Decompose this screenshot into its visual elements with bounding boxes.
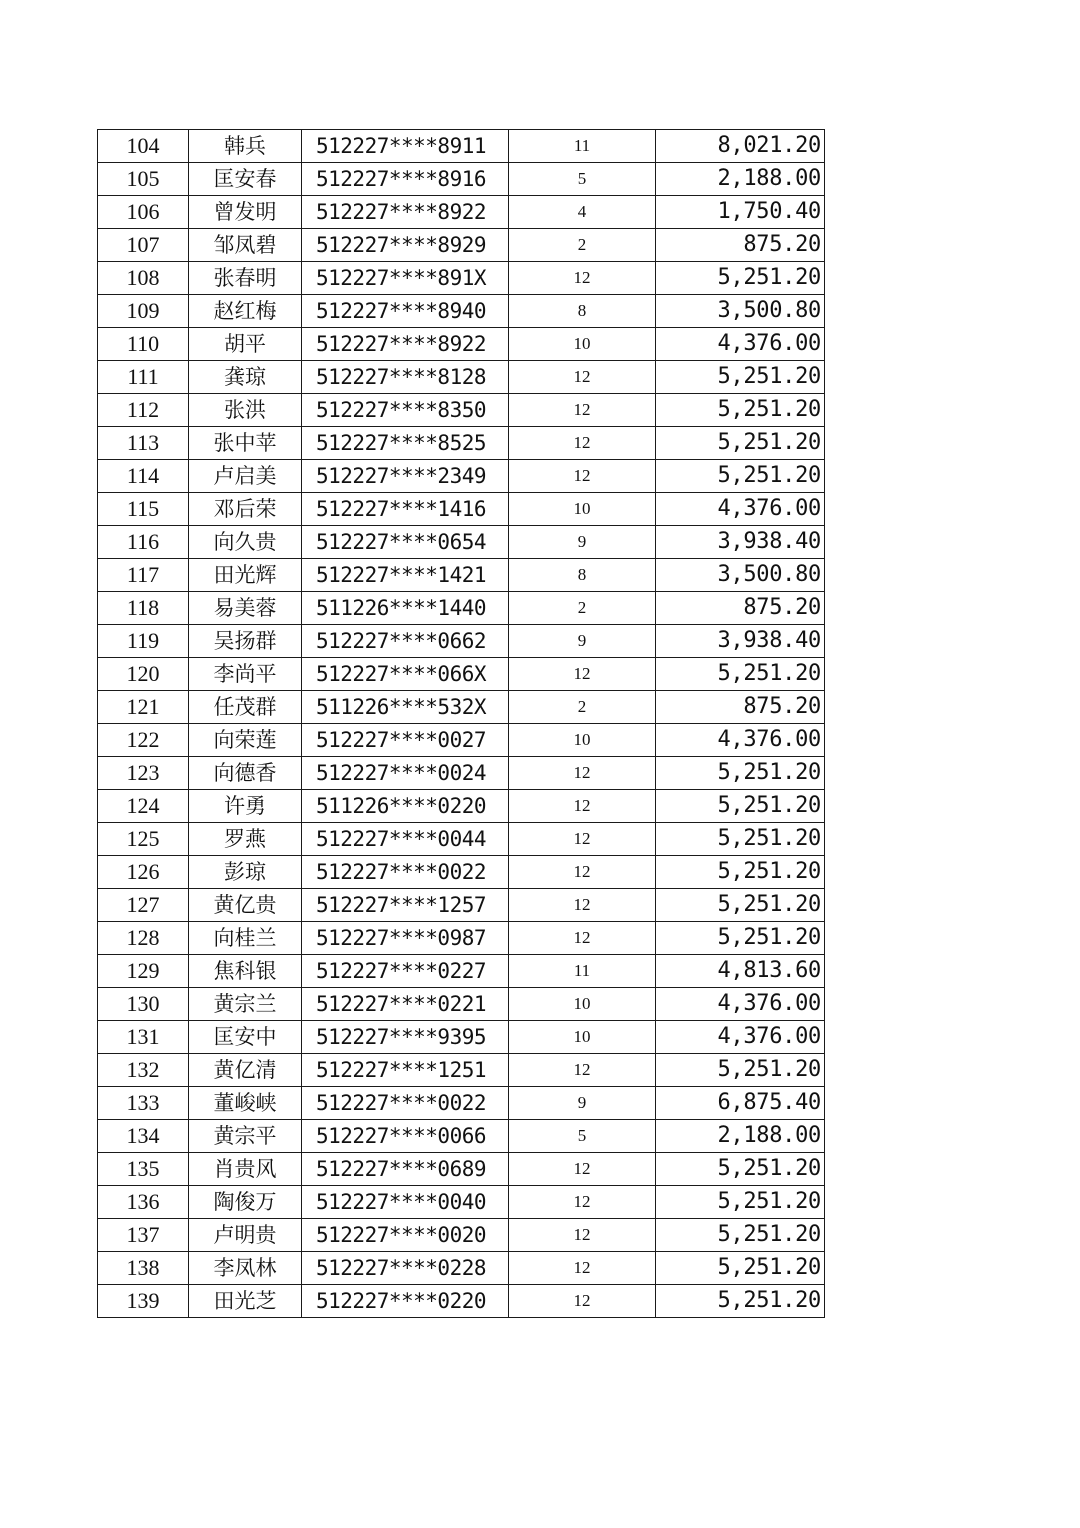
id-number-cell: 512227****8911 (302, 130, 509, 163)
id-number-cell: 512227****8916 (302, 163, 509, 196)
row-number-cell: 120 (98, 658, 189, 691)
amount-cell: 3,500.80 (656, 559, 825, 592)
table-row (98, 691, 825, 724)
row-number-cell: 130 (98, 988, 189, 1021)
months-cell: 12 (509, 1186, 656, 1219)
id-number-cell: 512227****0044 (302, 823, 509, 856)
months-cell: 5 (509, 163, 656, 196)
table-row (98, 1153, 825, 1186)
table-row (98, 790, 825, 823)
months-cell: 9 (509, 1087, 656, 1120)
id-number-cell: 512227****8350 (302, 394, 509, 427)
name-cell: 吴扬群 (189, 625, 302, 658)
row-number-cell: 109 (98, 295, 189, 328)
row-number-cell: 108 (98, 262, 189, 295)
name-cell: 李凤林 (189, 1252, 302, 1285)
table-row (98, 823, 825, 856)
name-cell: 赵红梅 (189, 295, 302, 328)
row-number-cell: 132 (98, 1054, 189, 1087)
months-cell: 2 (509, 592, 656, 625)
id-number-cell: 512227****891X (302, 262, 509, 295)
months-cell: 12 (509, 1153, 656, 1186)
id-number-cell: 512227****8525 (302, 427, 509, 460)
id-number-cell: 512227****2349 (302, 460, 509, 493)
row-number-cell: 104 (98, 130, 189, 163)
id-number-cell: 512227****8929 (302, 229, 509, 262)
amount-cell: 5,251.20 (656, 427, 825, 460)
id-number-cell: 512227****8128 (302, 361, 509, 394)
row-number-cell: 111 (98, 361, 189, 394)
table-row (98, 658, 825, 691)
amount-cell: 5,251.20 (656, 1153, 825, 1186)
amount-cell: 5,251.20 (656, 460, 825, 493)
id-number-cell: 512227****1257 (302, 889, 509, 922)
row-number-cell: 127 (98, 889, 189, 922)
table-row (98, 229, 825, 262)
table-row (98, 130, 825, 163)
months-cell: 12 (509, 1054, 656, 1087)
amount-cell: 4,376.00 (656, 1021, 825, 1054)
id-number-cell: 512227****0221 (302, 988, 509, 1021)
id-number-cell: 512227****0654 (302, 526, 509, 559)
amount-cell: 3,500.80 (656, 295, 825, 328)
row-number-cell: 131 (98, 1021, 189, 1054)
amount-cell: 2,188.00 (656, 1120, 825, 1153)
id-number-cell: 512227****066X (302, 658, 509, 691)
amount-cell: 4,376.00 (656, 328, 825, 361)
name-cell: 向德香 (189, 757, 302, 790)
amount-cell: 5,251.20 (656, 1252, 825, 1285)
name-cell: 陶俊万 (189, 1186, 302, 1219)
name-cell: 张春明 (189, 262, 302, 295)
table-row (98, 394, 825, 427)
name-cell: 黄宗平 (189, 1120, 302, 1153)
name-cell: 胡平 (189, 328, 302, 361)
table-row (98, 526, 825, 559)
row-number-cell: 106 (98, 196, 189, 229)
amount-cell: 875.20 (656, 592, 825, 625)
months-cell: 10 (509, 988, 656, 1021)
id-number-cell: 512227****0020 (302, 1219, 509, 1252)
id-number-cell: 512227****0689 (302, 1153, 509, 1186)
table-row (98, 856, 825, 889)
table-row (98, 1285, 825, 1318)
name-cell: 田光芝 (189, 1285, 302, 1318)
row-number-cell: 136 (98, 1186, 189, 1219)
months-cell: 12 (509, 823, 656, 856)
table-row (98, 196, 825, 229)
id-number-cell: 512227****0066 (302, 1120, 509, 1153)
amount-cell: 2,188.00 (656, 163, 825, 196)
row-number-cell: 129 (98, 955, 189, 988)
name-cell: 匡安春 (189, 163, 302, 196)
amount-cell: 5,251.20 (656, 1285, 825, 1318)
name-cell: 黄亿贵 (189, 889, 302, 922)
table-row (98, 460, 825, 493)
name-cell: 董峻峡 (189, 1087, 302, 1120)
id-number-cell: 511226****0220 (302, 790, 509, 823)
name-cell: 龚琼 (189, 361, 302, 394)
name-cell: 焦科银 (189, 955, 302, 988)
months-cell: 12 (509, 394, 656, 427)
row-number-cell: 126 (98, 856, 189, 889)
table-row (98, 328, 825, 361)
name-cell: 卢启美 (189, 460, 302, 493)
id-number-cell: 512227****0024 (302, 757, 509, 790)
table-row (98, 1186, 825, 1219)
row-number-cell: 124 (98, 790, 189, 823)
months-cell: 12 (509, 889, 656, 922)
amount-cell: 5,251.20 (656, 658, 825, 691)
name-cell: 田光辉 (189, 559, 302, 592)
name-cell: 韩兵 (189, 130, 302, 163)
table-row (98, 163, 825, 196)
table-row (98, 922, 825, 955)
row-number-cell: 107 (98, 229, 189, 262)
months-cell: 12 (509, 1252, 656, 1285)
amount-cell: 4,813.60 (656, 955, 825, 988)
name-cell: 黄亿清 (189, 1054, 302, 1087)
name-cell: 易美蓉 (189, 592, 302, 625)
name-cell: 邓后荣 (189, 493, 302, 526)
row-number-cell: 118 (98, 592, 189, 625)
amount-cell: 8,021.20 (656, 130, 825, 163)
name-cell: 卢明贵 (189, 1219, 302, 1252)
months-cell: 2 (509, 229, 656, 262)
table-row (98, 1219, 825, 1252)
table-row (98, 889, 825, 922)
row-number-cell: 117 (98, 559, 189, 592)
name-cell: 张中苹 (189, 427, 302, 460)
row-number-cell: 134 (98, 1120, 189, 1153)
id-number-cell: 512227****8922 (302, 196, 509, 229)
name-cell: 黄宗兰 (189, 988, 302, 1021)
months-cell: 10 (509, 724, 656, 757)
row-number-cell: 121 (98, 691, 189, 724)
table-row (98, 724, 825, 757)
months-cell: 9 (509, 625, 656, 658)
months-cell: 10 (509, 1021, 656, 1054)
table-row (98, 988, 825, 1021)
row-number-cell: 123 (98, 757, 189, 790)
row-number-cell: 122 (98, 724, 189, 757)
amount-cell: 5,251.20 (656, 823, 825, 856)
amount-cell: 4,376.00 (656, 724, 825, 757)
amount-cell: 5,251.20 (656, 790, 825, 823)
table-row (98, 1087, 825, 1120)
table-row (98, 493, 825, 526)
id-number-cell: 512227****0040 (302, 1186, 509, 1219)
name-cell: 向荣莲 (189, 724, 302, 757)
name-cell: 任茂群 (189, 691, 302, 724)
table-row (98, 625, 825, 658)
row-number-cell: 128 (98, 922, 189, 955)
id-number-cell: 512227****0987 (302, 922, 509, 955)
months-cell: 12 (509, 361, 656, 394)
row-number-cell: 135 (98, 1153, 189, 1186)
name-cell: 匡安中 (189, 1021, 302, 1054)
months-cell: 10 (509, 328, 656, 361)
id-number-cell: 512227****0022 (302, 856, 509, 889)
months-cell: 12 (509, 460, 656, 493)
table-row (98, 592, 825, 625)
table-row (98, 427, 825, 460)
amount-cell: 5,251.20 (656, 1219, 825, 1252)
row-number-cell: 116 (98, 526, 189, 559)
table-row (98, 955, 825, 988)
amount-cell: 5,251.20 (656, 889, 825, 922)
name-cell: 罗燕 (189, 823, 302, 856)
row-number-cell: 119 (98, 625, 189, 658)
row-number-cell: 137 (98, 1219, 189, 1252)
name-cell: 李尚平 (189, 658, 302, 691)
amount-cell: 5,251.20 (656, 856, 825, 889)
amount-cell: 1,750.40 (656, 196, 825, 229)
id-number-cell: 512227****0027 (302, 724, 509, 757)
amount-cell: 3,938.40 (656, 526, 825, 559)
name-cell: 向久贵 (189, 526, 302, 559)
table-row (98, 559, 825, 592)
row-number-cell: 138 (98, 1252, 189, 1285)
months-cell: 12 (509, 427, 656, 460)
id-number-cell: 512227****8940 (302, 295, 509, 328)
id-number-cell: 512227****0220 (302, 1285, 509, 1318)
amount-cell: 3,938.40 (656, 625, 825, 658)
months-cell: 11 (509, 130, 656, 163)
id-number-cell: 512227****1251 (302, 1054, 509, 1087)
months-cell: 10 (509, 493, 656, 526)
id-number-cell: 512227****0662 (302, 625, 509, 658)
data-table (97, 129, 825, 1318)
amount-cell: 875.20 (656, 691, 825, 724)
name-cell: 曾发明 (189, 196, 302, 229)
months-cell: 11 (509, 955, 656, 988)
months-cell: 12 (509, 658, 656, 691)
months-cell: 12 (509, 790, 656, 823)
table-row (98, 1054, 825, 1087)
table-row (98, 1021, 825, 1054)
months-cell: 8 (509, 295, 656, 328)
row-number-cell: 114 (98, 460, 189, 493)
table-row (98, 262, 825, 295)
amount-cell: 6,875.40 (656, 1087, 825, 1120)
id-number-cell: 512227****0227 (302, 955, 509, 988)
id-number-cell: 512227****1421 (302, 559, 509, 592)
months-cell: 9 (509, 526, 656, 559)
row-number-cell: 112 (98, 394, 189, 427)
row-number-cell: 115 (98, 493, 189, 526)
months-cell: 12 (509, 922, 656, 955)
name-cell: 向桂兰 (189, 922, 302, 955)
amount-cell: 4,376.00 (656, 988, 825, 1021)
months-cell: 12 (509, 1285, 656, 1318)
name-cell: 彭琼 (189, 856, 302, 889)
table-row (98, 1120, 825, 1153)
amount-cell: 5,251.20 (656, 394, 825, 427)
amount-cell: 5,251.20 (656, 1054, 825, 1087)
months-cell: 12 (509, 262, 656, 295)
row-number-cell: 110 (98, 328, 189, 361)
name-cell: 邹凤碧 (189, 229, 302, 262)
name-cell: 许勇 (189, 790, 302, 823)
months-cell: 12 (509, 856, 656, 889)
id-number-cell: 512227****0228 (302, 1252, 509, 1285)
table-row (98, 1252, 825, 1285)
id-number-cell: 511226****532X (302, 691, 509, 724)
months-cell: 12 (509, 1219, 656, 1252)
id-number-cell: 512227****8922 (302, 328, 509, 361)
row-number-cell: 133 (98, 1087, 189, 1120)
months-cell: 12 (509, 757, 656, 790)
months-cell: 5 (509, 1120, 656, 1153)
amount-cell: 875.20 (656, 229, 825, 262)
table-row (98, 757, 825, 790)
id-number-cell: 511226****1440 (302, 592, 509, 625)
id-number-cell: 512227****9395 (302, 1021, 509, 1054)
amount-cell: 5,251.20 (656, 361, 825, 394)
row-number-cell: 125 (98, 823, 189, 856)
amount-cell: 5,251.20 (656, 922, 825, 955)
months-cell: 4 (509, 196, 656, 229)
table-row (98, 295, 825, 328)
row-number-cell: 139 (98, 1285, 189, 1318)
amount-cell: 5,251.20 (656, 262, 825, 295)
name-cell: 肖贵风 (189, 1153, 302, 1186)
name-cell: 张洪 (189, 394, 302, 427)
table-body (98, 130, 825, 1318)
id-number-cell: 512227****1416 (302, 493, 509, 526)
table-row (98, 361, 825, 394)
amount-cell: 5,251.20 (656, 757, 825, 790)
row-number-cell: 113 (98, 427, 189, 460)
amount-cell: 5,251.20 (656, 1186, 825, 1219)
amount-cell: 4,376.00 (656, 493, 825, 526)
months-cell: 2 (509, 691, 656, 724)
months-cell: 8 (509, 559, 656, 592)
id-number-cell: 512227****0022 (302, 1087, 509, 1120)
row-number-cell: 105 (98, 163, 189, 196)
